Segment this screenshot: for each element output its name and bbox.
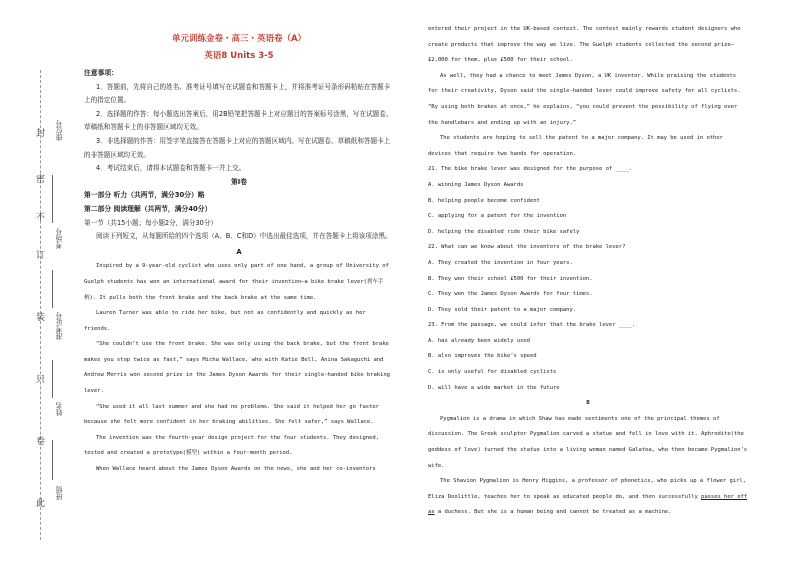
room-label: 考场号 xyxy=(55,228,63,249)
instruction: 阅读下列短文，从每题所给的四个选项（A、B、C和D）中选出最佳选项，并在答题卡上将该项涂黑。 xyxy=(96,232,392,241)
option: C. They won the James Dyson Awards for four times. xyxy=(428,291,593,298)
passage-a-paragraph: Lauren Turner was able to ride her bike, but not as confidently and quickly as her friends. xyxy=(84,310,366,332)
notes-title: 注意事项： xyxy=(84,69,118,77)
passage-b-text: The Shavion Pygmalion is Henry Higgins, a professor of phonetics, who picks up a flower girl, Eliza Doolittle, teaches her to speak as educated people do, and then successfully xyxy=(428,478,746,500)
passage-a-paragraph: When Wallace heard about the James Dyson Awards on the news, she and her co-inventors xyxy=(96,466,376,473)
passage-a-continued: entered their project in the UK-based contest. The contest mainly rewards student designers who create products that improve the way we live. The Guelph students collected the second prize—£2,000 for them, plus £500 for their school. xyxy=(428,26,741,64)
passage-b-label: B xyxy=(586,400,590,407)
option: B. They won their school £500 for their invention. xyxy=(428,275,593,282)
option: D. They sold their patent to a major company. xyxy=(428,306,577,313)
binding-strip xyxy=(0,0,63,562)
fill-line xyxy=(52,440,53,480)
option: D. will have a wide market in the future xyxy=(428,384,560,391)
binding-char: 只 xyxy=(36,375,46,385)
passage-a-label: A xyxy=(236,247,242,256)
name-label: 姓名 xyxy=(55,402,63,416)
binding-char: 不 xyxy=(36,213,46,223)
binding-char: 卷 xyxy=(36,437,46,447)
option: B. helping people become confident xyxy=(428,197,540,204)
seat-label: 座位号 xyxy=(55,120,63,141)
underlined-phrase: passes her off as xyxy=(428,493,748,516)
binding-char: 订 xyxy=(36,251,46,261)
part-one-heading: 第一部分 听力（共两节，满分30分）略 xyxy=(84,191,205,200)
volume-heading: 第Ⅰ卷 xyxy=(230,177,248,186)
passage-b-paragraph: Pygmalion is a drama in which Shaw has made sentiments one of the principal themes of discussion. The Greek sculptor Pygmalion carved a statue and fell in love with it. Aphrodite(the goddess of love) turned the statue into a living woman named Galatea, who then became Pygmalion’s wife. xyxy=(428,415,748,469)
passage-a-paragraph: The students are hoping to sell the patent to a major company. It may be used in other devices that require two hands for operation. xyxy=(428,135,723,157)
cut-line xyxy=(40,70,41,540)
option: A. winning James Dyson Awards xyxy=(428,181,524,188)
page-subtitle: 英语8 Units 3-5 xyxy=(204,51,274,61)
page-title: 单元训练金卷・高三・英语卷（A） xyxy=(171,34,307,44)
question-23: 23. From the passage, we could infer that the brake lever ____. xyxy=(428,322,636,329)
passage-a-paragraph: Inspired by a 9-year-old cyclist who uses only part of one hand, a group of University of Guelph students has won an international award for their invention—a bike brake lever(刹车手柄). It pulls both the front brake and the back brake at the same time. xyxy=(84,263,389,301)
passage-b-text: a duchess. But she is a human being and cannot be treated as a machine. xyxy=(434,509,672,516)
question-22: 22. What can we know about the inventors of the brake lever? xyxy=(428,244,626,251)
fill-line xyxy=(52,270,53,308)
option: B. also improves the bike’s speed xyxy=(428,353,537,360)
binding-char: 装 xyxy=(36,313,46,323)
passage-b-paragraph xyxy=(428,474,748,521)
note-4: 4．考试结束后，请将本试题卷和答题卡一并上交。 xyxy=(96,164,246,173)
note-2: 2．选择题的作答：每小题选出答案后，用2B铅笔把答题卡上对应题目的答案标号涂黑，写在试题卷、草稿纸和答题卡上的非答题区域均无效。 xyxy=(84,109,393,132)
class-label: 班级 xyxy=(55,486,63,500)
question-21: 21. The bike brake lever was designed for the purpose of ____. xyxy=(428,166,632,173)
binding-char: 此 xyxy=(36,499,46,509)
passage-a-paragraph: As well, they had a chance to meet James Dyson, a UK inventor. While praising the students for their creativity, Dyson said the single-handed lever could improve safety for all cyclists. “By using both brakes at once,” he explains, “you could prevent the possibility of flying over the handlebars and ending up with an injury.” xyxy=(428,72,741,126)
exam-id-label: 准考证号 xyxy=(55,312,63,340)
passage-a-paragraph: “She couldn’t use the front brake. She was only using the back brake, but the front brake makes you stop twice as fast,” says Micha Wallace, who with Katie Bell, Anina Sakaguchi and Andrew Morris won second prize in the James Dyson Awards for their single-handed bike braking lever. xyxy=(84,341,390,395)
option: C. applying for a patent for the invention xyxy=(428,213,567,220)
right-column xyxy=(428,22,748,521)
fill-line xyxy=(52,360,53,398)
option: A. They created the invention in four years. xyxy=(428,259,573,266)
option: D. helping the disabled ride their bike safely xyxy=(428,228,580,235)
passage-a-paragraph: The invention was the fourth-year design project for the four students. They designed, tested and created a prototype(模型) within a four-month period. xyxy=(84,434,379,457)
passage-a-paragraph: “She used it all last summer and she had no problems. She said it helped her go faster because she felt more confident in her braking abilities. She felt safer,” says Wallace. xyxy=(84,403,379,426)
left-column xyxy=(84,33,394,478)
option: A. has already been widely used xyxy=(428,337,530,344)
binding-char: 封 xyxy=(36,129,46,139)
option: C. is only useful for disabled cyclists xyxy=(428,369,557,376)
note-1: 1．答题前，先将自己的姓名、准考证号填写在试题卷和答题卡上，并将准考证号条形码粘贴在答题卡上的指定位置。 xyxy=(84,82,391,105)
part-two-heading: 第二部分 阅读理解（共两节，满分40分） xyxy=(84,204,212,213)
section-one-heading: 第一节（共15小题；每小题2分，满分30分） xyxy=(84,218,218,227)
binding-char: 密 xyxy=(36,175,46,185)
fill-line xyxy=(52,175,53,223)
note-3: 3．非选择题的作答：用签字笔直接答在答题卡上对应的答题区域内。写在试题卷、草稿纸和答题卡上的非答题区域均无效。 xyxy=(84,136,391,159)
